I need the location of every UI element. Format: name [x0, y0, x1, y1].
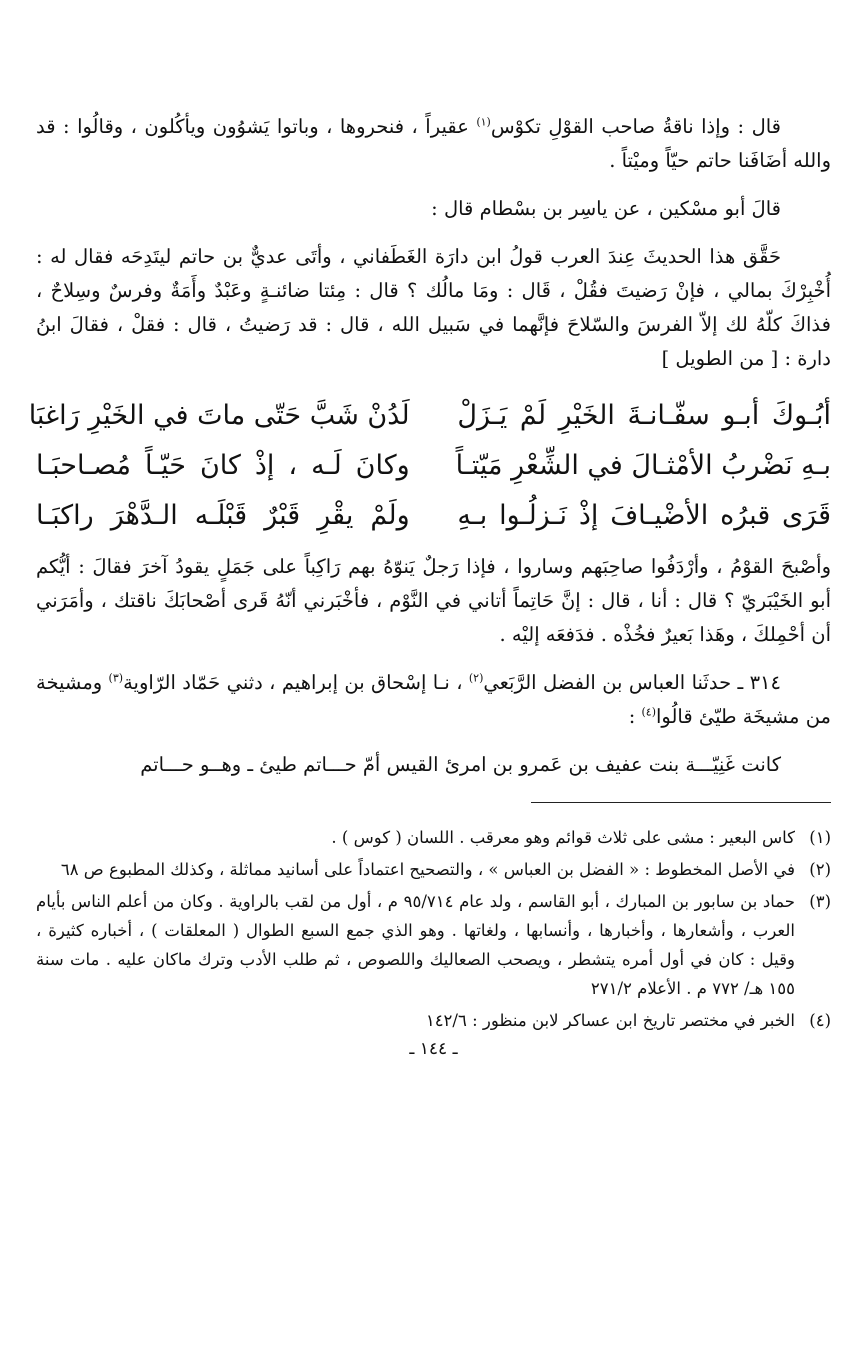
footnote-text: الخبر في مختصر تاريخ ابن عساكر لابن منظور : ١٤٢/٦ [425, 1011, 795, 1030]
paragraph-text: ٣١٤ ـ حدثَنا العباس بن الفضل الرَّبَعي [483, 671, 781, 694]
poem [28, 390, 831, 540]
hemistich-left: ولَمْ يقْرِ قَبْرٌ قَبْلَـه الـدَّهْرَ راكبَـا [36, 499, 410, 531]
footnote [36, 1006, 831, 1035]
footnote-number: (١) [809, 828, 831, 847]
paragraph-text: ومشيخة من مشيخَة طيّئ قالُوا [36, 671, 831, 728]
verse [28, 390, 831, 440]
paragraph-5 [36, 666, 831, 734]
hemistich-right: قَرَى قبرُه الأضْيـافَ إذْ نَـزلُـوا بـهِ [457, 499, 831, 531]
footnote-number: (٣) [809, 892, 831, 911]
footnote-ref[interactable]: (٢) [468, 671, 484, 685]
page [28, 110, 831, 1059]
paragraph-2: قالَ أبو مسْكين ، عن ياسِر بن بسْطام قال : [431, 197, 781, 220]
footnote-divider [531, 802, 831, 803]
paragraph-4: وأصْبحَ القوْمُ ، وأرْدَفُوا صاحِبَهم وساروا ، فإذا رَجلٌ يَنوّهُ بهم رَاكِباً على جَمَلٍ يقودُ آخرَ فقالَ : أيُّكم أبو الخَيْبَريّ ؟ قال : أنا ، قال : إنَّ حَاتِماً أتاني في النَّوْم ، فأخْبَرني أنّهُ قَرى أصْحابَكَ ناقتك ، وأمَرَني أن أحْمِلكَ ، وهَذا بَعيرٌ فخُذْه . فدَفعَه إليْه . [36, 555, 831, 646]
paragraph-text: ، نـا إسْحاق بن إبراهيم ، دثني حَمّاد الرّاوية [123, 671, 469, 694]
footnote [36, 855, 831, 884]
footnote-text: كاس البعير : مشى على ثلاث قوائم وهو معرقب . اللسان ( كوس ) . [331, 828, 795, 847]
verse [36, 490, 831, 540]
verse [36, 440, 831, 490]
footnote-ref[interactable]: (٤) [641, 705, 656, 719]
hemistich-left: لَدُنْ شَبَّ حَتّى ماتَ في الخَيْرِ رَاغبَا [28, 399, 410, 431]
paragraph-text: قال : وإذا ناقةُ صاحب القوْلِ تكوْس [490, 115, 781, 138]
paragraph-3: حَقَّق هذا الحديثَ عِندَ العرب قولُ ابن دارَة الغَطَفاني ، وأتَى عديٌّ بن حاتم ليتَدِحَه فقال له : أُخْبِرْكَ بمالي ، فإنْ رَضيتَ فقُلْ ، قَال : ومَا مالُك ؟ قال : مِئتا ضائنـةٍ وعَبْدٌ وأَمَةٌ وفرسٌ وسِلاحٌ ، فذاكَ كلّهُ لك إلاّ الفرسَ والسّلاحَ فإنَّهما في سَبيل الله ، قال : قد رَضيتُ ، قال : فقلْ ، فقالَ ابنُ دارة : [ من الطويل ] [36, 245, 831, 370]
footnote [36, 823, 831, 852]
hemistich-left: وكانَ لَـه ، إذْ كانَ حَيّـاً مُصـاحبَـا [36, 449, 410, 481]
footnote-number: (٤) [809, 1011, 831, 1030]
footnote-ref[interactable]: (٣) [108, 671, 124, 685]
paragraph-text: : [628, 705, 642, 728]
hemistich-right: بـهِ نَضْربُ الأمْثـالَ في الشِّعْرِ مَيّتـاً [455, 449, 831, 481]
paragraph-6: كانت غَنِيّـــة بنت عفيف بن عَمرو بن امرئ القيس أمّ حـــاتم طيئ ـ وهــو حـــاتم [140, 753, 781, 776]
paragraph-1 [36, 110, 831, 178]
page-number: ـ ١٤٤ ـ [409, 1039, 458, 1059]
footnote-text: حماد بن سابور بن المبارك ، أبو القاسم ، ولد عام ٩٥/٧١٤ م ، أول من لقب بالراوية . وكان من أعلم الناس بأيام العرب ، وأشعارها ، وأخبارها ، وأنسابها ، ولغاتها . وهو الذي جمع السبع الطوال ( المعلقات ) ، أخباره كثيرة ، وقيل : كان في أول أمره يتشطر ، ويصحب الصعاليك واللصوص ، ثم طلب الأدب وترك ماكان عليه . مات سنة ١٥٥ هـ/ ٧٧٢ م . الأعلام ٢٧١/٢ [36, 892, 795, 998]
footnote-text: في الأصل المخطوط : « الفضل بن العباس » ، والتصحيح اعتماداً على أسانيد مماثلة ، وكذلك المطبوع ص ٦٨ [60, 860, 795, 879]
paragraph-text: عقيراً ، فنحروها ، وباتوا يَشوُون ويأكُلون ، وقالُوا : قد والله أضَافَنا حاتم حيّاً وميْتاً . [36, 115, 831, 172]
footnote-number: (٢) [809, 860, 831, 879]
footnote [36, 887, 831, 1003]
footnote-ref[interactable]: (١) [476, 115, 491, 129]
hemistich-right: أبُـوكَ أبـو سفّـانـةَ الخَيْرِ لَمْ يَـزَلْ [457, 399, 831, 431]
